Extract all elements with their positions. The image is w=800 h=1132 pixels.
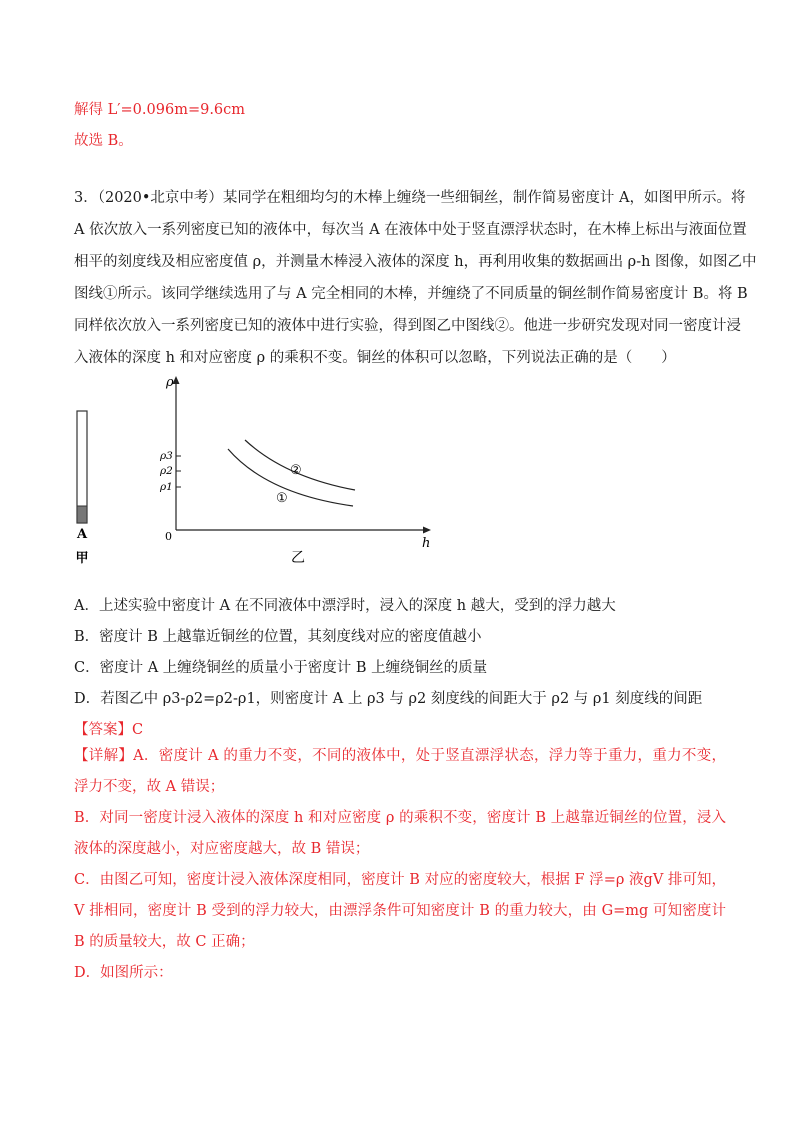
question-line-2: A 依次放入一系列密度已知的液体中，每次当 A 在液体中处于竖直漂浮状态时，在木棒上标出与液面位置 xyxy=(74,222,747,238)
rho3-label: ρ3 xyxy=(160,450,173,462)
answer: 【答案】C xyxy=(74,722,144,738)
figure xyxy=(60,370,460,570)
solution-line: 解得 L′=0.096m=9.6cm xyxy=(74,102,246,118)
explain-b: B．对同一密度计浸入液体的深度 h 和对应密度 ρ 的乘积不变，密度计 B 上越靠近铜丝的位置，浸入液体的深度越小，对应密度越大，故 B 错误； xyxy=(74,810,726,858)
curve-1-label: ① xyxy=(276,491,288,506)
explain-d: D．如图所示： xyxy=(74,965,173,981)
y-axis-label: ρ xyxy=(166,375,174,390)
question-line-6: 入液体的深度 h 和对应密度 ρ 的乘积不变。铜丝的体积可以忽略，下列说法正确的是（ ） xyxy=(74,350,676,366)
jia-label: 甲 xyxy=(75,551,89,566)
yi-label: 乙 xyxy=(291,550,305,566)
x-axis-arrow xyxy=(423,527,431,534)
copper-wire xyxy=(77,506,87,523)
option-a: A．上述实验中密度计 A 在不同液体中漂浮时，浸入的深度 h 越大，受到的浮力越大 xyxy=(74,598,616,614)
question-line-5: 同样依次放入一系列密度已知的液体中进行实验，得到图乙中图线②。他进一步研究发现对同一密度计浸 xyxy=(74,318,741,334)
option-c: C．密度计 A 上缠绕铜丝的质量小于密度计 B 上缠绕铜丝的质量 xyxy=(74,660,488,676)
stick-label: A xyxy=(76,527,88,542)
curve-2-label: ② xyxy=(290,463,302,478)
option-b: B．密度计 B 上越靠近铜丝的位置，其刻度线对应的密度值越小 xyxy=(74,629,482,645)
rho2-label: ρ2 xyxy=(160,465,173,477)
question-line-4: 图线①所示。该同学继续选用了与 A 完全相同的木棒，并缠绕了不同质量的铜丝制作简易密度计 B。将 B xyxy=(74,286,748,302)
conclusion-line: 故选 B。 xyxy=(74,133,133,149)
rho1-label: ρ1 xyxy=(160,481,173,493)
option-d: D．若图乙中 ρ3-ρ2=ρ2-ρ1，则密度计 A 上 ρ3 与 ρ2 刻度线的间距大于 ρ2 与 ρ1 刻度线的间距 xyxy=(74,691,703,707)
explain-a: 【详解】A．密度计 A 的重力不变，不同的液体中，处于竖直漂浮状态，浮力等于重力，重力不变，浮力不变，故 A 错误； xyxy=(74,748,726,796)
question-line-3: 相平的刻度线及相应密度值 ρ，并测量木棒浸入液体的深度 h，再利用收集的数据画出 ρ-h 图像，如图乙中 xyxy=(74,254,757,270)
x-axis-label: h xyxy=(422,536,431,551)
origin-label: 0 xyxy=(165,530,172,543)
question-line-1: 3．（2020•北京中考）某同学在粗细均匀的木棒上缠绕一些细铜丝，制作简易密度计 A，如图甲所示。将 xyxy=(74,190,746,206)
explain-c: C．由图乙可知，密度计浸入液体深度相同，密度计 B 对应的密度较大，根据 F 浮=ρ 液gV 排可知，V 排相同，密度计 B 受到的浮力较大，由漂浮条件可知密度计 B 的重力较大，由 G=mg 可知密度计 B 的质量较大，故 C 正确； xyxy=(74,872,726,951)
